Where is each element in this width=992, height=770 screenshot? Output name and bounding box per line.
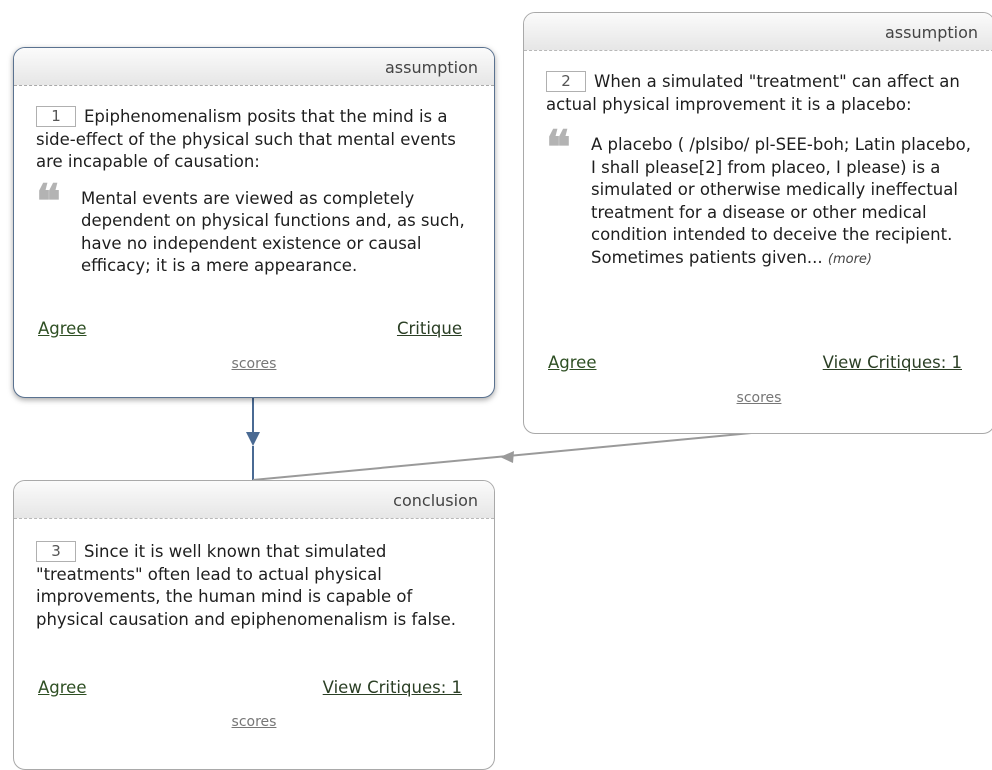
node-number-badge: 1	[36, 106, 76, 127]
node-claim-text: Since it is well known that simulated "treatments" often lead to actual physical improvements, the human mind is capable of physical causation and epiphenomenalism is false.	[36, 542, 457, 629]
node-actions	[38, 319, 462, 338]
node-type-label: assumption	[524, 13, 992, 51]
node-quote	[36, 173, 472, 278]
node-card-3[interactable]	[13, 480, 495, 770]
node-claim	[36, 541, 472, 631]
node-quote-text: A placebo ( /plsibo/ pl-SEE-boh; Latin placebo, I shall please[2] from placeo, I please) is a simulated or otherwise medically ineffectual treatment for a disease or other medical condition intended to deceive the recipient. Sometimes patients given...	[591, 135, 971, 267]
scores-link[interactable]: scores	[736, 390, 782, 406]
node-card-2[interactable]	[523, 12, 992, 434]
agree-link[interactable]: Agree	[38, 319, 87, 338]
node-quote-text: Mental events are viewed as completely dependent on physical functions and, as such, have no independent existence or causal efficacy; it is a mere appearance.	[81, 188, 465, 275]
node-card-1[interactable]	[13, 47, 495, 398]
quote-icon: ❝	[546, 120, 571, 174]
node-type-label: assumption	[14, 48, 494, 86]
node-number-badge: 3	[36, 541, 76, 562]
scores-link[interactable]: scores	[231, 714, 277, 730]
agree-link[interactable]: Agree	[38, 678, 87, 697]
node-claim	[546, 71, 972, 116]
node-actions	[38, 678, 462, 697]
quote-icon: ❝	[36, 173, 61, 228]
connector-node1-arrowhead	[246, 432, 260, 446]
connector-node2-arrowhead	[500, 451, 514, 463]
node-type-label: conclusion	[14, 481, 494, 519]
node-claim	[36, 106, 472, 174]
view-critiques-link[interactable]: View Critiques: 1	[822, 353, 962, 372]
node-claim-text: When a simulated "treatment" can affect an actual physical improvement it is a placebo:	[546, 72, 960, 114]
agree-link[interactable]: Agree	[548, 353, 597, 372]
view-critiques-link[interactable]: View Critiques: 1	[322, 678, 462, 697]
node-claim-text: Epiphenomenalism posits that the mind is a side-effect of the physical such that mental events are incapable of causation:	[36, 107, 456, 171]
critique-link[interactable]: Critique	[396, 319, 462, 338]
node-number-badge: 2	[546, 71, 586, 92]
scores-link[interactable]: scores	[231, 356, 277, 372]
more-link[interactable]: (more)	[827, 251, 872, 267]
node-quote	[546, 120, 972, 271]
node-actions	[548, 353, 962, 372]
